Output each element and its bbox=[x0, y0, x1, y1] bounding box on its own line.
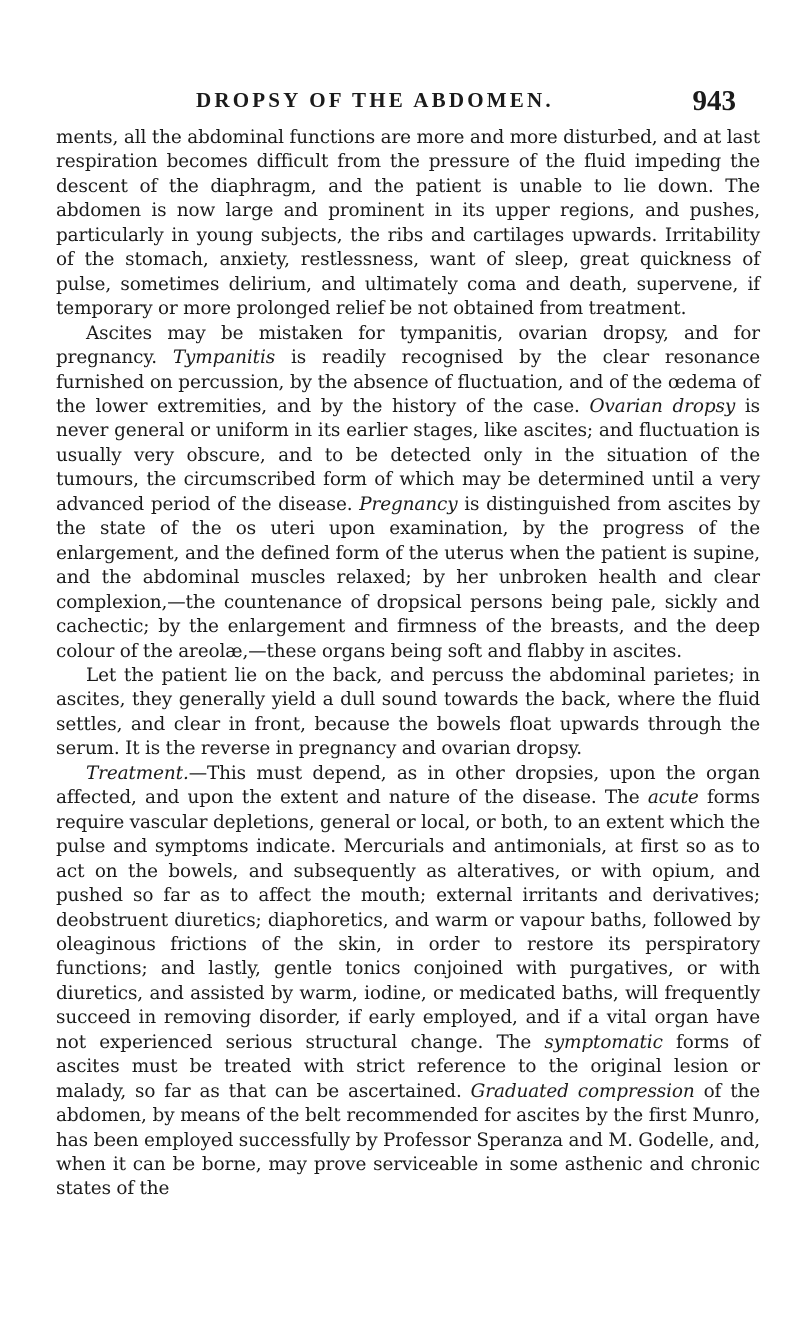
italic-run: acute bbox=[647, 787, 699, 809]
italic-run: Tympanitis bbox=[172, 347, 276, 369]
italic-run: Graduated compression bbox=[470, 1080, 695, 1102]
italic-run: Ovarian dropsy bbox=[589, 395, 736, 417]
paragraph bbox=[56, 126, 760, 322]
italic-run: Treatment. bbox=[86, 762, 189, 784]
paragraph bbox=[56, 762, 760, 1202]
text-run: —This must depend, as in other dropsies, upon the organ affected, and upon the extent and nature of the disease. The bbox=[56, 762, 760, 809]
text-run: forms require vascular depletions, general or local, or both, to an extent which the pulse and symptoms indicate. Mercurials and antimonials, at first so as to act on the bowels, and subsequently as alteratives, or with opium, and pushed so far as to affect the mouth; external irritants and derivatives; deobstruent diuretics; diaphoretics, and warm or vapour baths, followed by oleaginous frictions of the skin, in order to restore its perspiratory functions; and lastly, gentle tonics conjoined with purgatives, or with diuretics, and assisted by warm, iodine, or medicated baths, will frequently succeed in removing disorder, if early employed, and if a vital organ have not experienced serious structural change. The bbox=[56, 787, 761, 1053]
text-run: forms of ascites must be treated with strict reference to the original lesion or malady, so far as that can be ascertained. bbox=[56, 1031, 760, 1102]
running-title: DROPSY OF THE ABDOMEN. bbox=[196, 88, 554, 112]
paragraph bbox=[56, 664, 760, 762]
text-run: ments, all the abdominal functions are more and more disturbed, and at last respiration becomes difficult from the pressure of the fluid impeding the descent of the diaphragm, and the patient is unable to lie down. The abdomen is now large and prominent in its upper regions, and pushes, particularly in young subjects, the ribs and cartilages upwards. Irritability of the stomach, anxiety, restlessness, want of sleep, great quickness of pulse, sometimes delirium, and ultimately coma and death, supervene, if temporary or more prolonged relief be not obtained from treatment. bbox=[56, 127, 760, 320]
text-run: is distinguished from ascites by the state of the os uteri upon examination, by the progress of the enlargement, and the defined form of the uterus when the patient is supine, and the abdominal muscles relaxed; by her unbroken health and clear complexion,—the countenance of dropsical persons being pale, sickly and cachectic; by the enlargement and firmness of the breasts, and the deep colour of the areolæ,—these organs being soft and flabby in ascites. bbox=[56, 493, 760, 662]
running-head bbox=[196, 85, 736, 118]
text-run: of the abdomen, by means of the belt recommended for ascites by the first Munro, has been employed successfully by Professor Speranza and M. Godelle, and, when it can be borne, may prove serviceable in some asthenic and chronic states of the bbox=[56, 1080, 761, 1200]
text-run: is never general or uniform in its earlier stages, like ascites; and fluctuation is usually very obscure, and to be detected only in the situation of the tumours, the circumscribed form of which may be determined until a very advanced period of the disease. bbox=[56, 395, 760, 515]
page-number: 943 bbox=[692, 85, 736, 117]
body-text bbox=[56, 126, 760, 1202]
text-run: Ascites may be mistaken for tympanitis, ovarian dropsy, and for pregnancy. bbox=[56, 322, 760, 369]
paragraph bbox=[56, 322, 760, 664]
text-run: Let the patient lie on the back, and percuss the abdominal parietes; in ascites, they generally yield a dull sound towards the back, where the fluid settles, and clear in front, because the bowels float upwards through the serum. It is the reverse in pregnancy and ovarian dropsy. bbox=[56, 664, 760, 760]
text-run: is readily recognised by the clear resonance furnished on percussion, by the absence of fluctuation, and of the œdema of the lower extremities, and by the history of the case. bbox=[56, 347, 760, 417]
italic-run: symptomatic bbox=[544, 1031, 663, 1053]
italic-run: Pregnancy bbox=[359, 493, 458, 515]
